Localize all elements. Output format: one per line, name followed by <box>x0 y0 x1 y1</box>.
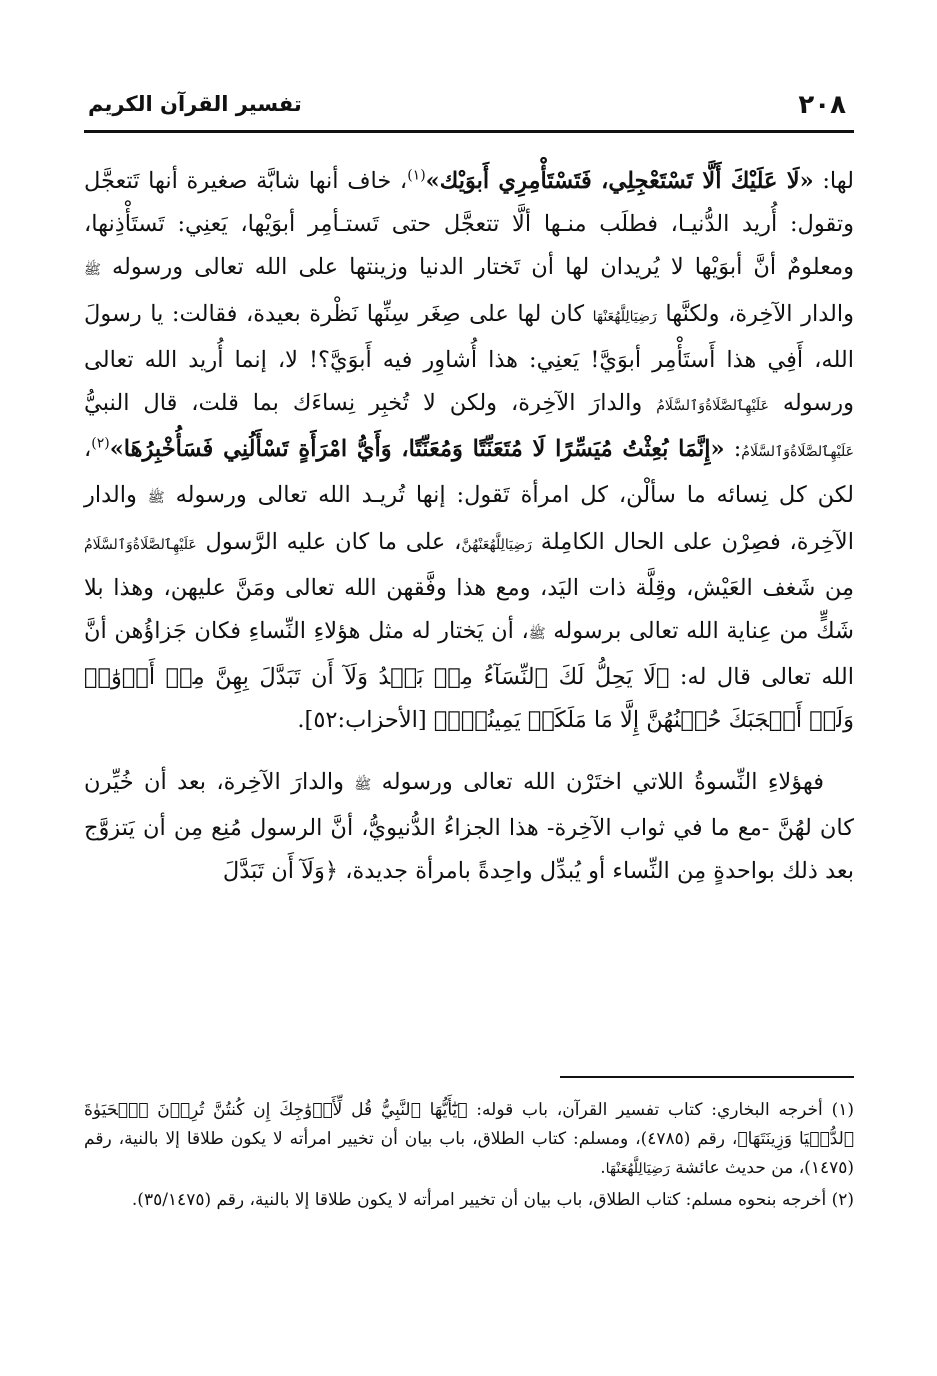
text-run: والدارَ الآخِرة، ولكن لا تُخبِر نِساءَك بما قلت، قال النبيُّ <box>84 390 657 417</box>
footnote-1 <box>84 1096 854 1184</box>
honorific-glyph: ﷺ <box>147 490 165 507</box>
text-run: . <box>600 1158 606 1178</box>
honorific-glyph: عَلَيْهِٱلصَّلَاةُوَٱلسَّلَامُ <box>656 398 769 415</box>
honorific-glyph: رَضِيَالِلَّهُعَنْهَا <box>592 308 657 325</box>
honorific-glyph: رَضِيَالِلَّهُعَنْهَا <box>605 1161 670 1177</box>
text-run: والدارَ الآخِرة، بعد أن خُيِّرن كان لهُنَّ -مع ما في ثواب الآخِرة- هذا الجزاءُ الدُّنيويُّ، أنَّ الرسول مُنِع مِن أن يَتزوَّج بعد ذلك بواحدةٍ مِن النِّساء أو يُبدِّل واحِدةً بامرأة جديدة، <box>84 768 854 885</box>
verse-reference: [الأحزاب:٥٢]. <box>297 707 434 734</box>
honorific-glyph: عَلَيْهِٱلصَّلَاةُوَٱلسَّلَامُ <box>741 444 854 461</box>
text-run: فهؤلاءِ النِّسوةُ اللاتي اختَرْن الله تعالى ورسوله <box>371 768 824 795</box>
hadith-quote: «لَا عَلَيْكَ أَلَّا تَسْتَعْجِلِي، فَتَسْتَأْمِرِي أَبوَيْك» <box>425 168 814 194</box>
text-run: ، أن يَختار له مثل هؤلاءِ النِّساءِ فكان جَزاؤُهن أنَّ الله تعالى قال له: <box>84 618 854 691</box>
text-run: ، لكن كل نِسائه ما سألْن، كل امرأة تَقول: إنها تُريـد الله تعالى ورسوله <box>84 436 854 509</box>
footnote-2: (٢) أخرجه بنحوه مسلم: كتاب الطلاق، باب بيان أن تخيير امرأته لا يكون طلاقا إلا بالنية، رقم (٣٥/١٤٧٥). <box>131 1190 854 1210</box>
text-run: لها: <box>813 168 854 194</box>
honorific-glyph: ﷺ <box>528 626 546 643</box>
page-number: ٢٠٨ <box>798 90 846 120</box>
text-run: والدار الآخِرة، ولكنَّها <box>656 300 854 327</box>
text-run: ، خاف أنها شابَّة صغيرة أنها تَتعجَّل وتقول: أُريد الدُّنيـا، فطلَب منـها ألَّا تتعجَّل حتى تَستـأمِر أبوَيْها، يَعنِي: تَستَأْذِنها، ومعلومٌ أنَّ أبوَيْها لا يُريدان لها أن تَختار الدنيا وزينتها على الله تعالى ورسوله <box>84 168 854 281</box>
text-run: كان لها على صِغَر سِنِّها نَظْرة بعيدة، فقالت: يا رسولَ الله، أَفِي هذا أَستَأْمِر أبوَيَّ! يَعنِي: هذا أُشاوِر فيه أَبوَيَّ؟! لا، إنما أُريد الله تعالى ورسوله <box>84 300 854 417</box>
paragraph-1 <box>84 160 854 743</box>
footnotes <box>84 1096 854 1217</box>
honorific-glyph: عَلَيْهِٱلصَّلَاةُوَٱلسَّلَامُ <box>84 536 197 553</box>
honorific-glyph: رَضِيَالِلَّهُعَنْهُنَّ <box>461 536 532 553</box>
honorific-glyph: ﷺ <box>84 262 101 279</box>
main-text <box>84 160 854 893</box>
text-run: : <box>724 436 742 463</box>
footnote-ref-2: (٢) <box>91 435 110 452</box>
book-title: تفسير القرآن الكريم <box>88 92 302 116</box>
hadith-quote: «إِنَّمَا بُعِثْتُ مُيَسِّرًا لَا مُتَعَنِّتًا وَمُعَنِّتًا، وَأَيُّ امْرَأَةٍ تَسْأَلُنِي فَسَأُخْبِرُهَا» <box>109 436 725 463</box>
quran-verse: ﴿وَلَآ أَن تَبَدَّلَ <box>222 858 339 885</box>
footnote-divider <box>560 1076 854 1078</box>
quran-verse: ﴿لَا يَحِلُّ لَكَ ٱلنِّسَآءُ مِنۢ بَعۡدُ وَلَآ أَن تَبَدَّلَ بِهِنَّ مِنۡ أَزۡوَٰجٖ وَلَوۡ أَعۡجَبَكَ حُسۡنُهُنَّ إِلَّا مَا مَلَكَتۡ يَمِينُكَۗ﴾ <box>84 664 854 734</box>
text-run: والدار الآخِرة، فصِرْن على الحال الكامِلة <box>84 482 855 555</box>
text-run: ، رقم (٤٧٨٥)، ومسلم: كتاب الطلاق، باب بيان أن تخيير امرأته لا يكون طلاقا إلا بالنية، رقم (١٤٧٥)، من حديث عائشة <box>84 1129 854 1178</box>
text-run: ، على ما كان عليه الرَّسول <box>196 528 462 555</box>
paragraph-2 <box>84 761 854 894</box>
page-header <box>84 88 854 133</box>
quran-verse: ﴿يَٰٓأَيُّهَا ٱلنَّبِيُّ قُل لِّأَزۡوَٰجِكَ إِن كُنتُنَّ تُرِدۡنَ ٱلۡحَيَوٰةَ ٱلدُّنۡيَا وَزِينَتَهَا﴾ <box>84 1100 854 1149</box>
footnote-ref-1: (١) <box>407 167 426 184</box>
honorific-glyph: ﷺ <box>354 776 372 793</box>
text-run: مِن شَغف العَيْش، وقِلَّة ذات اليَد، ومع هذا وفَّقهن الله تعالى ومَنَّ عليهن، وهذا بلا شَكٍّ من عِناية الله تعالى برسوله <box>84 574 854 645</box>
text-run: (١) أخرجه البخاري: كتاب تفسير القرآن، باب قوله: <box>467 1100 854 1120</box>
